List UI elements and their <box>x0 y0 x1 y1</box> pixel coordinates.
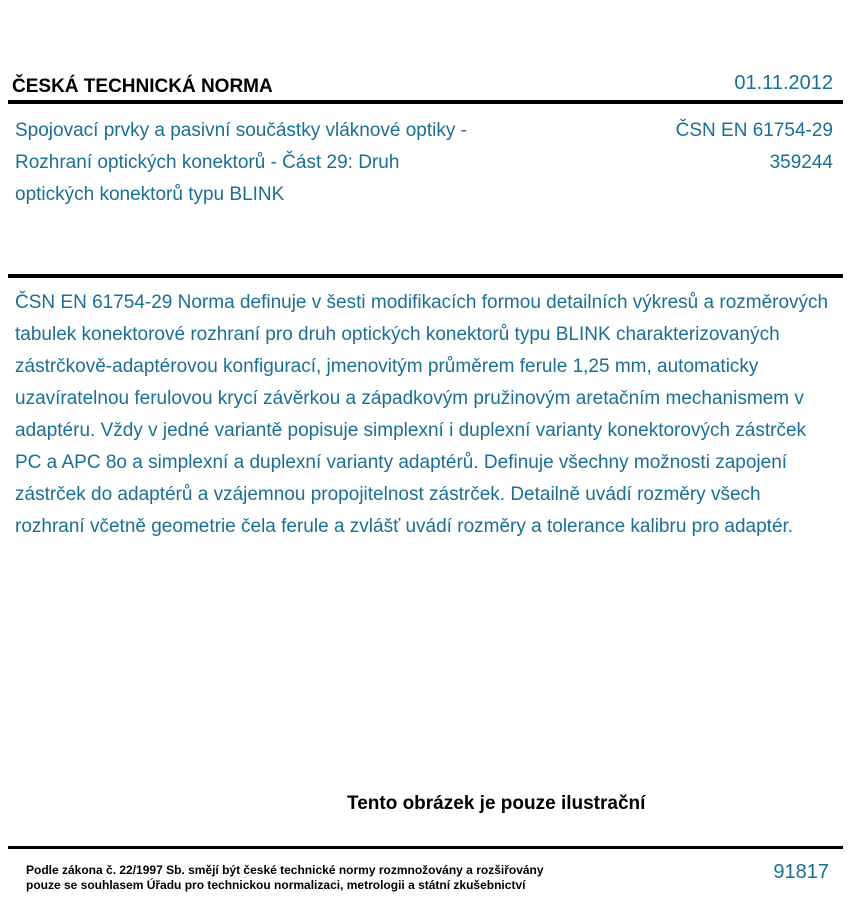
footer-legal-line-2: pouze se souhlasem Úřadu pro technickou normalizaci, metrologii a státní zkušebnictví <box>26 878 526 892</box>
header-label: ČESKÁ TECHNICKÁ NORMA <box>12 76 273 97</box>
classification-code: 359244 <box>769 152 833 173</box>
standard-description: ČSN EN 61754-29 Norma definuje v šesti modifikacích formou detailních výkresů a rozměrových tabulek konektorové rozhraní pro druh optických konektorů typu BLINK charakterizovaných zástrčkově-adaptérovou konfigurací, jmenovitým průměrem ferule 1,25 mm, automaticky uzavíratelnou ferulovou krycí závěrkou a západkovým pružinovým aretačním mechanismem v adaptéru. Vždy v jedné variantě popisuje simplexní i duplexní varianty konektorových zástrček PC a APC 8o a simplexní a duplexní varianty adaptérů. Definuje všechny možnosti zapojení zástrček do adaptérů a vzájemnou propojitelnost zástrček. Detailně uvádí rozměry všech rozhraní včetně geometrie čela ferule a zvlášť uvádí rozměry a tolerance kalibru pro adaptér. <box>15 292 829 537</box>
issue-date: 01.11.2012 <box>734 72 833 94</box>
section-divider <box>8 274 843 278</box>
document-number: 91817 <box>773 861 829 883</box>
footer-legal-line-1: Podle zákona č. 22/1997 Sb. smějí být české technické normy rozmnožovány a rozšiřovány <box>26 863 544 877</box>
standard-designation: ČSN EN 61754-29 <box>675 120 833 141</box>
standard-code-block <box>676 115 833 179</box>
illustration-note: Tento obrázek je pouze ilustrační <box>347 793 646 814</box>
standard-title: Spojovací prvky a pasivní součástky vláknové optiky - Rozhraní optických konektorů - Část 29: Druh optických konektorů typu BLINK <box>15 120 467 205</box>
header-divider <box>8 100 843 104</box>
footer-divider <box>8 846 843 849</box>
footer-legal-notice <box>26 863 646 893</box>
